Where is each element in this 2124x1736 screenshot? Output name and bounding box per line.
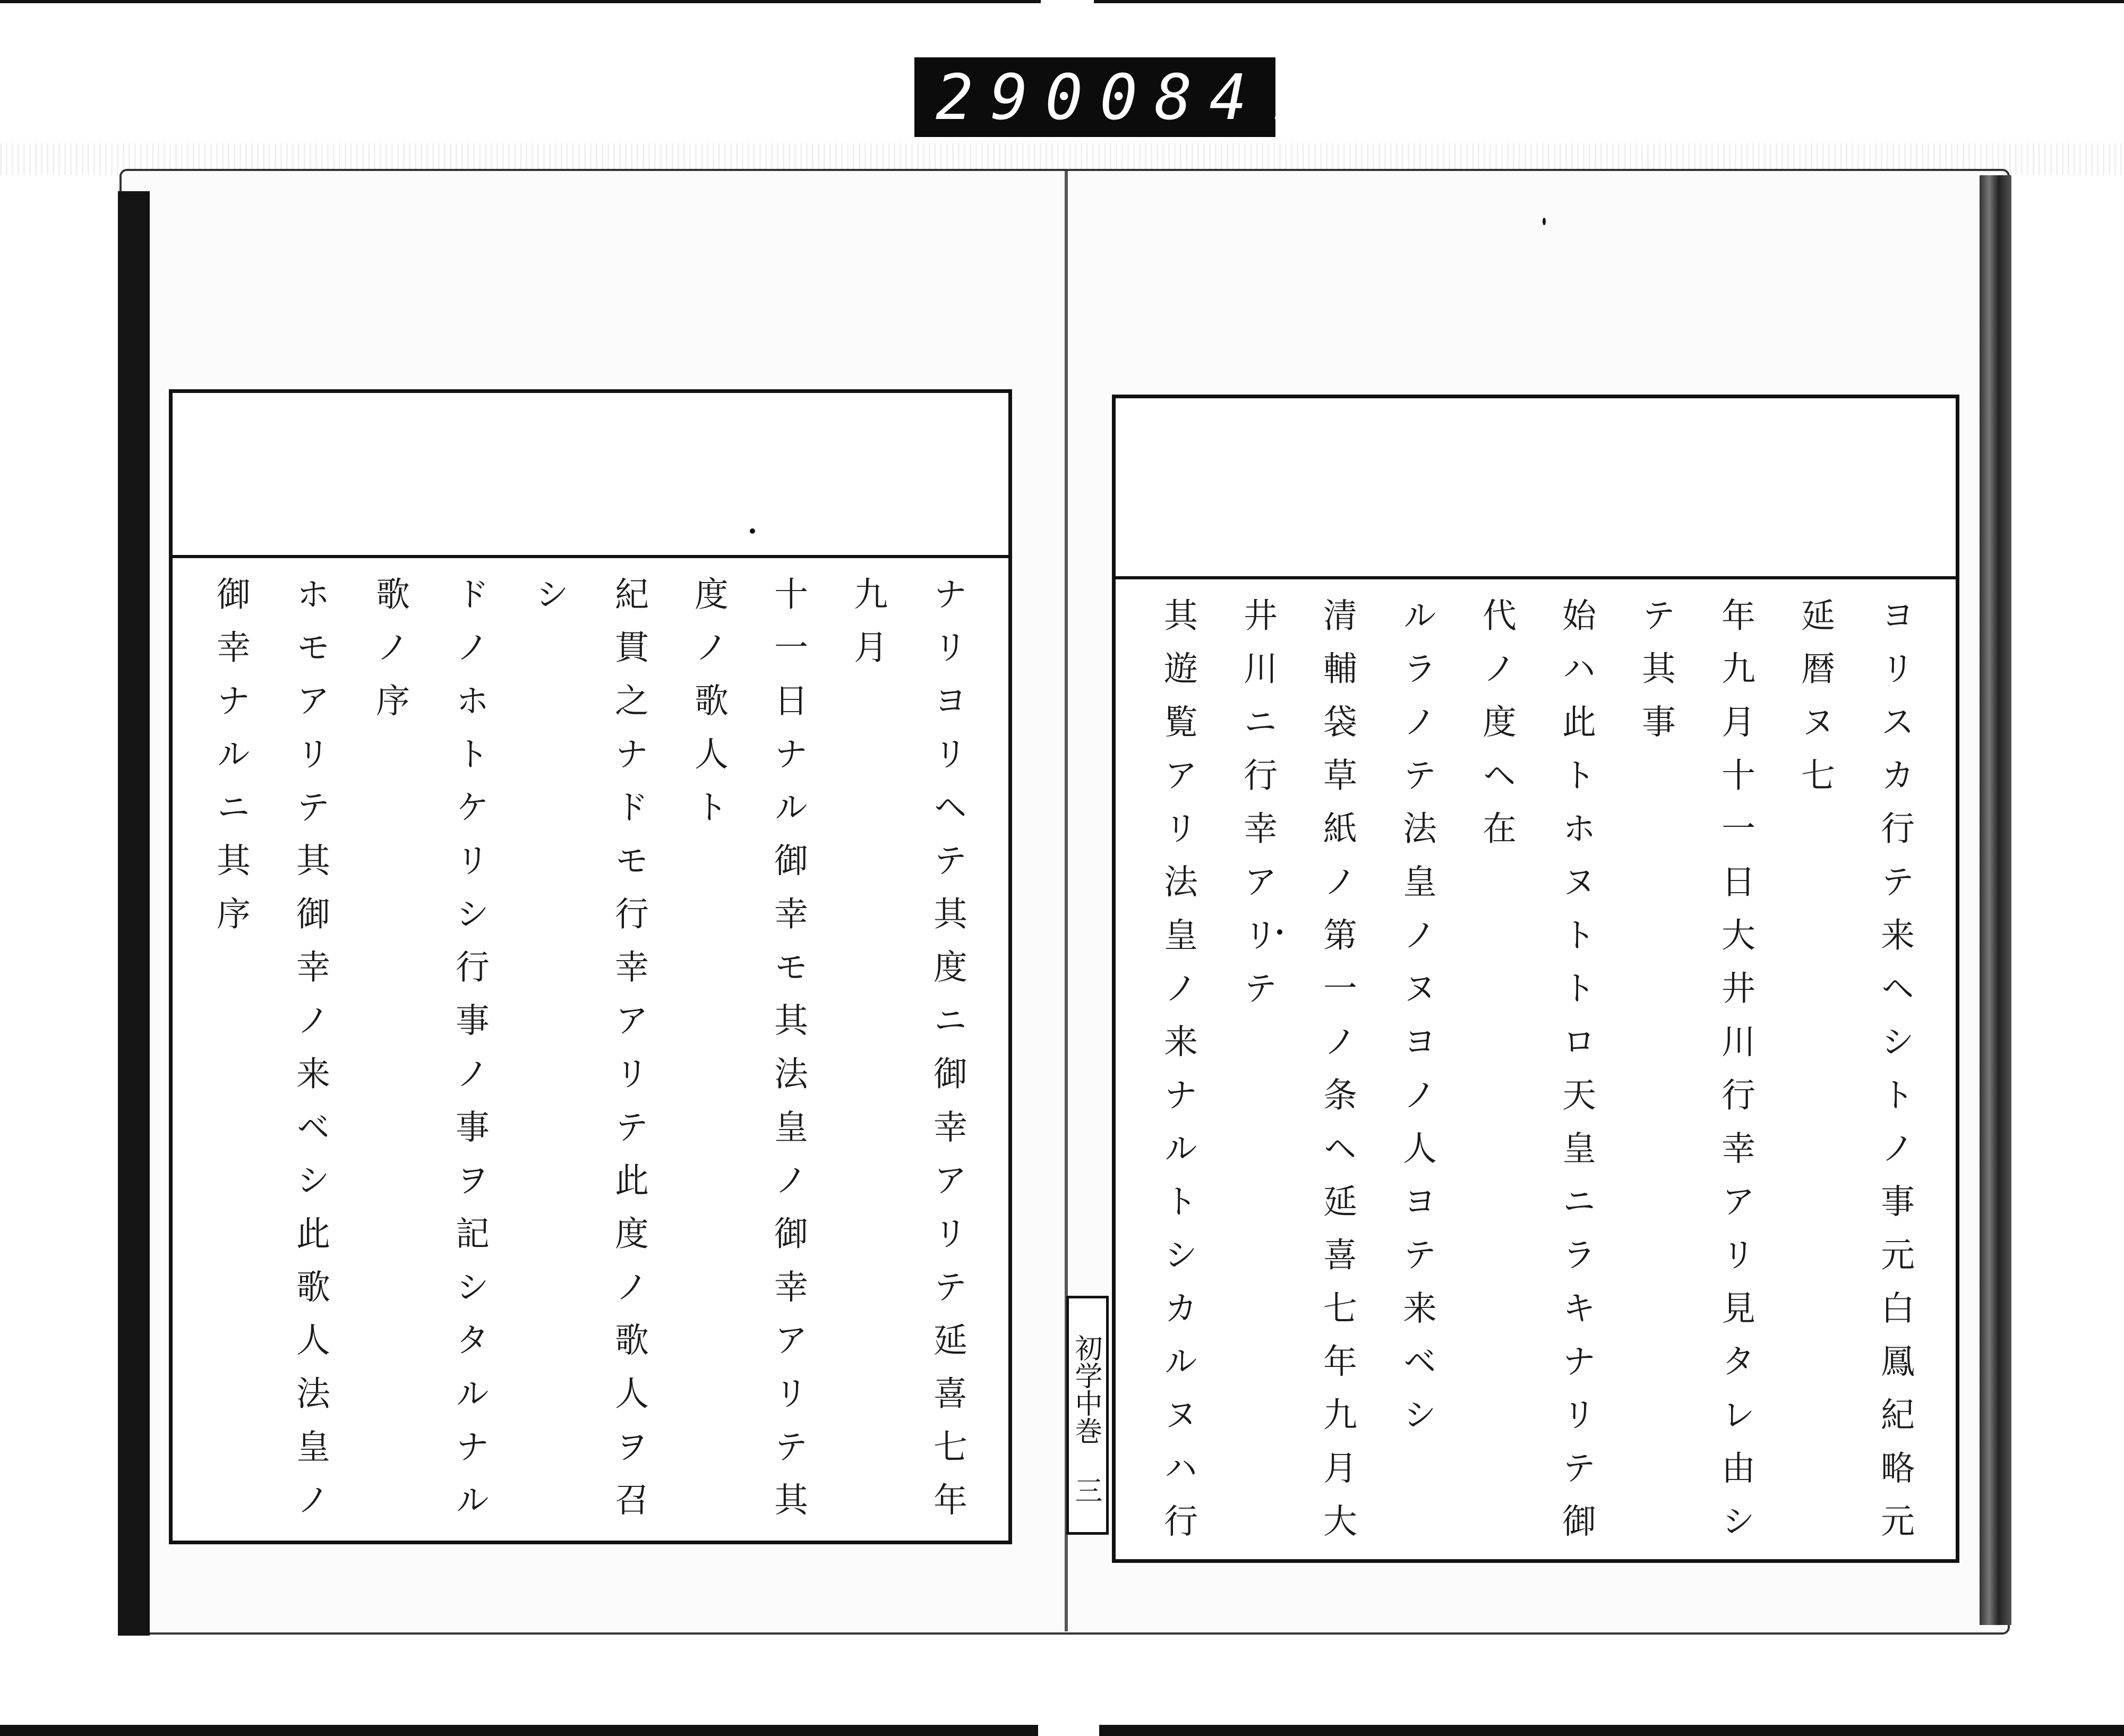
book-edge-left (118, 191, 150, 1636)
film-edge-top-right (1094, 0, 2124, 3)
left-page-header-box (173, 393, 1008, 558)
left-page-text (194, 576, 987, 1525)
film-edge-bottom-right (1099, 1725, 2124, 1736)
text-column: ナ リ ヨ リ ヘ テ 其 度 ニ 御 幸 ア リ テ 延 喜 七 年 九 月 (848, 576, 967, 1520)
right-page-text (1137, 597, 1934, 1543)
text-column: ド ノ ホ ト ケ リ シ 行 事 ノ 事 ヲ 記 シ タ ル ナ ル 歌 ノ 序 (370, 576, 489, 1520)
ink-speck (750, 528, 755, 534)
text-column: 其 遊 覧 ア リ 法 皇 ノ 来 ナ ル ト シ カ ル ヌ ハ 行 (1158, 597, 1197, 1542)
text-column: 紀 貫 之 ナ ド モ 行 幸 ア リ テ 此 度 ノ 歌 人 ヲ 召 シ (529, 576, 648, 1520)
right-page (1112, 395, 1959, 1563)
frame-number-label (914, 57, 1319, 137)
text-column: ヨ リ ス カ 行 テ 来 ヘ シ ト ノ 事 元 白 鳳 紀 略 元 延 暦 ヌ 七 (1795, 597, 1914, 1542)
frame-number: 084. (1100, 61, 1319, 134)
film-edge-bottom-left (0, 1725, 1038, 1736)
right-page-header-box (1116, 398, 1956, 579)
text-column: ル ラ ノ テ 法 皇 ノ ヌ ヨ ノ 人 ヨ テ 来 ベ シ (1397, 597, 1436, 1435)
book-edge-right (1980, 175, 2011, 1625)
ink-speck (1543, 218, 1546, 225)
text-column: ホ モ ア リ テ 其 御 幸 ノ 来 ベ シ 此 歌 人 法 皇 ノ 御 幸 ナ ル ニ 其 序 (211, 576, 330, 1520)
page-number: 三 (1070, 1476, 1102, 1504)
text-column: 十 一 日 ナ ル 御 幸 モ 其 法 皇 ノ 御 幸 ア リ テ 其 度 ノ 歌 人 ト (689, 576, 808, 1520)
left-page (169, 389, 1012, 1544)
text-column: 始 ハ 此 ト ホ ヌ ト ト ロ 天 皇 ニ ラ キ ナ リ テ 御 代 ノ 度 ヘ 在 (1477, 597, 1596, 1542)
volume-title: 初学中巻 (1070, 1334, 1102, 1444)
text-column: 清 輔 袋 草 紙 ノ 第 一 ノ 条 ヘ 延 喜 七 年 九 月 大 井 川 ニ 行 幸 ア リ テ (1238, 597, 1357, 1542)
spine-page-label (1066, 1296, 1109, 1535)
film-edge-top-left (0, 0, 1041, 3)
text-column: 年 九 月 十 一 日 大 井 川 行 幸 ア リ 見 タ レ 由 シ テ 其 事 (1636, 597, 1755, 1542)
ink-speck (1277, 929, 1282, 935)
reel-number: 290 (936, 61, 1100, 134)
